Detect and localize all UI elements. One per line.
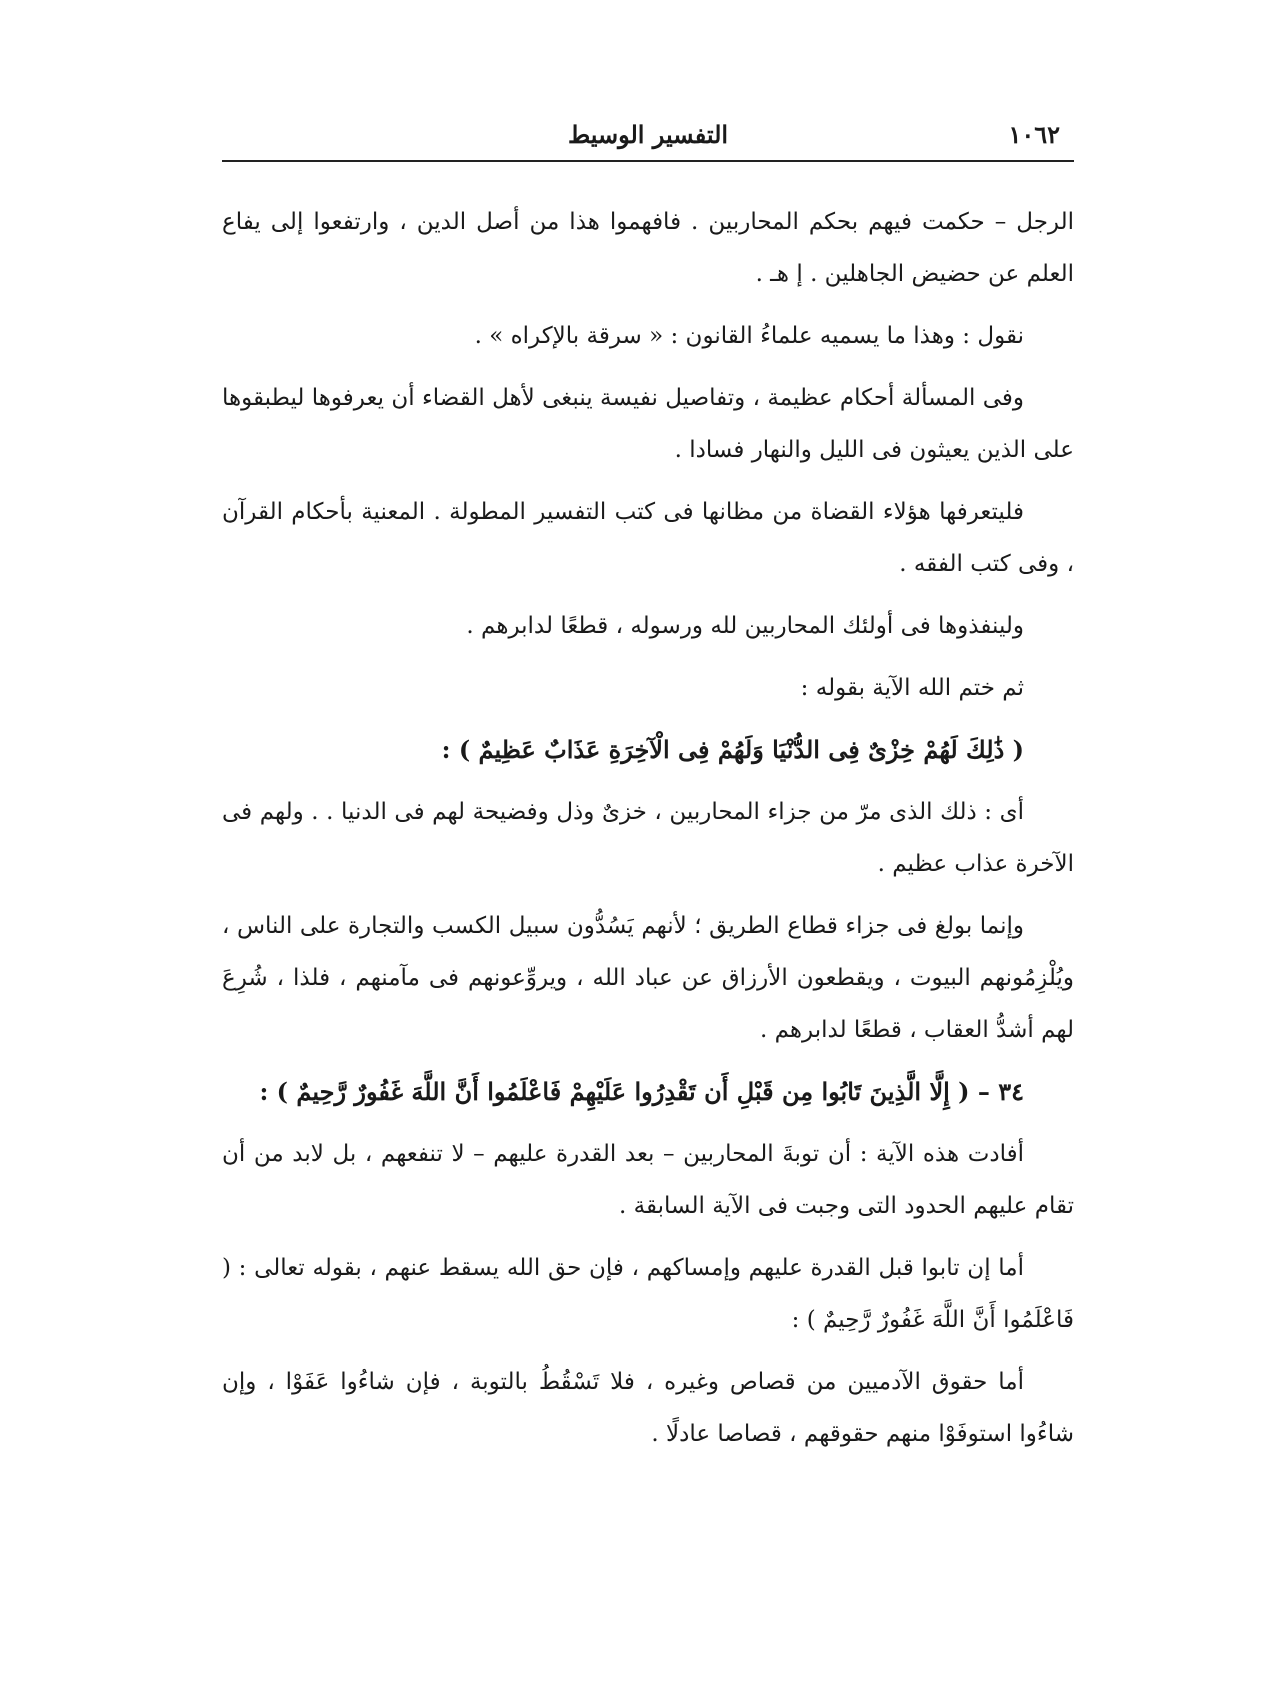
- paragraph-explanation: أى : ذلك الذى مرّ من جزاء المحاربين ، خزىٌ وذل وفضيحة لهم فى الدنيا . . ولهم فى الآخرة عذاب عظيم .: [222, 799, 1074, 877]
- running-title: التفسير الوسيط: [567, 120, 729, 149]
- quran-verse-disgrace: ( ذَٰلِكَ لَهُمْ خِزْىٌ فِى الدُّنْيَا وَلَهُمْ فِى الْآخِرَةِ عَذَابٌ عَظِيمٌ ) :: [441, 735, 1024, 764]
- paragraph-before-capture: أما إن تابوا قبل القدرة عليهم وإمساكهم ، فإن حق الله يسقط عنهم ، بقوله تعالى : ( فَاعْلَمُوا أَنَّ اللَّهَ غَفُورٌ رَّحِيمٌ ) :: [222, 1255, 1074, 1333]
- paragraph-rulings: وفى المسألة أحكام عظيمة ، وتفاصيل نفيسة ينبغى لأهل القضاء أن يعرفوها ليطبقوها على الذين يعيثون فى الليل والنهار فسادا .: [222, 385, 1074, 463]
- paragraph-judges: فليتعرفها هؤلاء القضاة من مظانها فى كتب التفسير المطولة . المعنية بأحكام القرآن ، وفى كتب الفقه .: [222, 499, 1074, 577]
- paragraph-human-rights: أما حقوق الآدميين من قصاص وغيره ، فلا تَسْقُطُ بالتوبة ، فإن شاءُوا عَفَوْا ، وإن شاءُوا استوفَوْا منهم حقوقهم ، قصاصا عادلًا .: [222, 1369, 1074, 1447]
- page-header: [222, 118, 1074, 162]
- quran-verse-34: ٣٤ – ( إِلَّا الَّذِينَ تَابُوا مِن قَبْلِ أَن تَقْدِرُوا عَلَيْهِمْ فَاعْلَمُوا أَنَّ اللَّهَ غَفُورٌ رَّحِيمٌ ) :: [259, 1077, 1024, 1106]
- page-number: ١٠٦٢: [1008, 120, 1060, 149]
- paragraph-repentance: أفادت هذه الآية : أن توبةَ المحاربين – بعد القدرة عليهم – لا تنفعهم ، بل لابد من أن تقام عليهم الحدود التى وجبت فى الآية السابقة .: [222, 1141, 1074, 1219]
- paragraph-continuation: الرجل – حكمت فيهم بحكم المحاربين . فافهموا هذا من أصل الدين ، وارتفعوا إلى يفاع العلم عن حضيض الجاهلين . إ هـ .: [222, 209, 1074, 287]
- paragraph-legal-term: نقول : وهذا ما يسميه علماءُ القانون : « سرقة بالإكراه » .: [474, 323, 1024, 349]
- paragraph-verse-intro: ثم ختم الله الآية بقوله :: [800, 675, 1024, 701]
- paragraph-highway-robbers: وإنما بولغ فى جزاء قطاع الطريق ؛ لأنهم يَسُدُّون سبيل الكسب والتجارة على الناس ، ويُلْزِمُونهم البيوت ، ويقطعون الأرزاق عن عباد الله ، ويروِّعونهم فى مآمنهم ، فلذا ، شُرِعَ لهم أشدُّ العقاب ، قطعًا لدابرهم .: [222, 913, 1074, 1043]
- body-text: [222, 196, 1074, 1470]
- paragraph-enforce: ولينفذوها فى أولئك المحاربين لله ورسوله ، قطعًا لدابرهم .: [466, 613, 1024, 639]
